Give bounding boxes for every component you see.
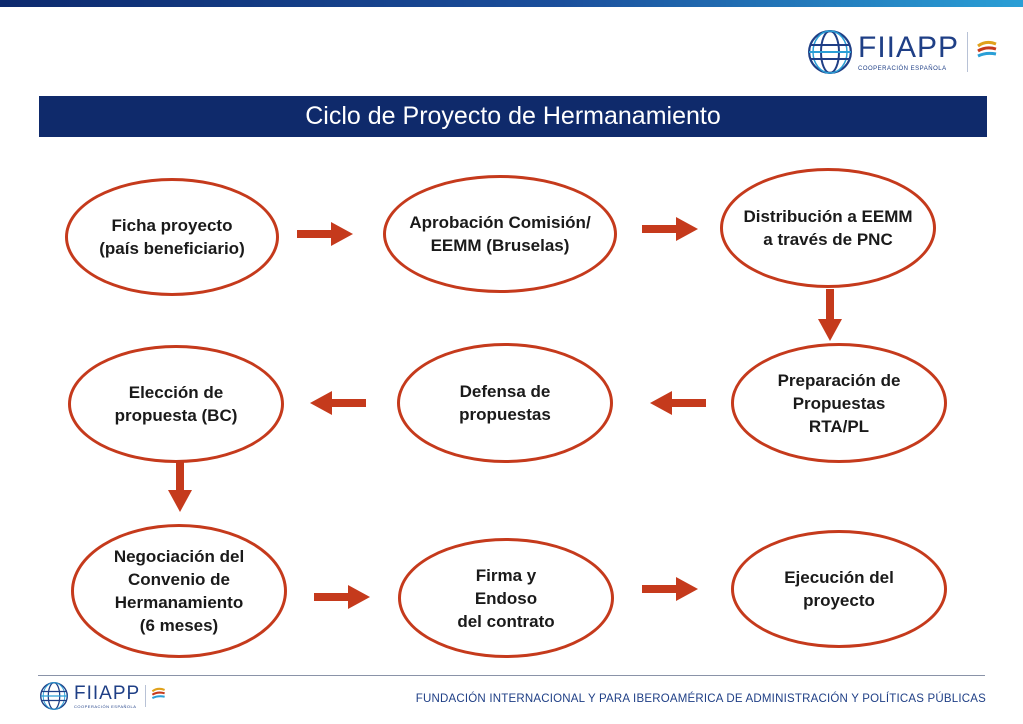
cooperacion-espanola-icon bbox=[976, 40, 998, 65]
arrow-right-icon bbox=[642, 577, 698, 601]
node-preparacion-propuestas bbox=[731, 343, 947, 463]
node-ejecucion-proyecto bbox=[731, 530, 947, 648]
globe-icon bbox=[808, 30, 852, 74]
arrow-down-icon bbox=[818, 289, 842, 341]
node-label: Firma y Endoso del contrato bbox=[457, 565, 555, 631]
top-accent-bar bbox=[0, 0, 1023, 7]
logo-name: FIIAPP bbox=[74, 682, 141, 704]
logo-subtitle: COOPERACIÓN ESPAÑOLA bbox=[74, 703, 137, 709]
fiiapp-logo bbox=[808, 30, 998, 74]
title-bar bbox=[39, 96, 987, 137]
fiiapp-footer-logo bbox=[40, 682, 166, 710]
node-firma-endoso bbox=[398, 538, 614, 658]
logo-name: FIIAPP bbox=[858, 30, 960, 64]
logo-divider bbox=[145, 685, 146, 707]
node-label: Negociación del Convenio de Hermanamiento (6 meses) bbox=[113, 547, 245, 635]
arrow-right-icon bbox=[642, 217, 698, 241]
logo-divider bbox=[967, 32, 968, 72]
arrow-down-icon bbox=[168, 462, 192, 512]
cooperacion-espanola-icon bbox=[151, 687, 166, 706]
node-defensa-propuestas bbox=[397, 343, 613, 463]
footer-organization-name: FUNDACIÓN INTERNACIONAL Y PARA IBEROAMÉRICA DE ADMINISTRACIÓN Y POLÍTICAS PÚBLICAS bbox=[415, 693, 986, 705]
arrow-right-icon bbox=[314, 585, 370, 609]
node-label: Elección de propuesta (BC) bbox=[114, 383, 238, 425]
node-distribucion-eemm bbox=[720, 168, 936, 288]
footer-divider bbox=[38, 675, 985, 676]
node-ficha-proyecto bbox=[65, 178, 279, 296]
node-label: Preparación de Propuestas RTA/PL bbox=[777, 370, 901, 436]
logo-subtitle: COOPERACIÓN ESPAÑOLA bbox=[858, 65, 947, 72]
node-label: Distribución a EEMM a través de PNC bbox=[743, 207, 913, 249]
arrow-left-icon bbox=[650, 391, 706, 415]
page-title: Ciclo de Proyecto de Hermanamiento bbox=[305, 102, 721, 130]
node-label: Aprobación Comisión/ EEMM (Bruselas) bbox=[409, 213, 591, 255]
node-label: Ejecución del proyecto bbox=[784, 568, 894, 610]
node-aprobacion-comision bbox=[383, 175, 617, 293]
node-label: Ficha proyecto (país beneficiario) bbox=[99, 216, 245, 258]
arrow-right-icon bbox=[297, 222, 353, 246]
globe-icon bbox=[40, 682, 68, 710]
arrow-left-icon bbox=[310, 391, 366, 415]
node-eleccion-propuesta bbox=[68, 345, 284, 463]
node-negociacion-convenio bbox=[71, 524, 287, 658]
node-label: Defensa de propuestas bbox=[459, 382, 551, 424]
